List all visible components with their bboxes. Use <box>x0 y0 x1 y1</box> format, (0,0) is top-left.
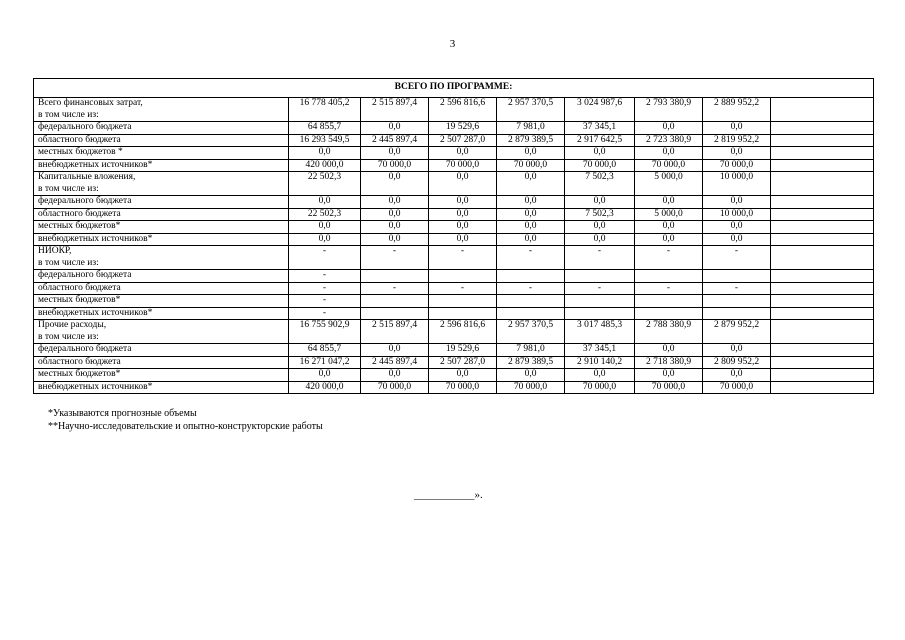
value-cell: 2 879 389,5 <box>497 356 565 369</box>
value-cell: 0,0 <box>635 233 703 246</box>
empty-cell <box>771 246 874 270</box>
row-label-text: областного бюджета <box>38 208 121 219</box>
value-cell: 70 000,0 <box>635 381 703 394</box>
value-cell: 0,0 <box>361 208 429 221</box>
table-row <box>34 221 874 234</box>
value-cell: 2 917 642,5 <box>565 134 635 147</box>
footnotes <box>48 407 323 433</box>
value-cell: 37 345,1 <box>565 122 635 135</box>
value-cell: 2 445 897,4 <box>361 356 429 369</box>
closing-line: ___________». <box>414 489 483 501</box>
value-cell: 70 000,0 <box>703 159 771 172</box>
value-cell: 3 017 485,3 <box>565 320 635 344</box>
value-cell: 0,0 <box>361 369 429 382</box>
value-cell: 0,0 <box>361 233 429 246</box>
empty-cell <box>771 295 874 308</box>
value-cell: - <box>361 246 429 270</box>
value-cell: 2 957 370,5 <box>497 320 565 344</box>
empty-cell <box>771 122 874 135</box>
row-label-text: НИОКР, <box>38 246 72 256</box>
value-cell: 0,0 <box>497 196 565 209</box>
value-cell: 16 778 405,2 <box>289 98 361 122</box>
value-cell: 0,0 <box>361 196 429 209</box>
value-cell: 2 507 287,0 <box>429 134 497 147</box>
row-label-text: Капитальные вложения, <box>38 172 136 182</box>
value-cell: - <box>635 282 703 295</box>
row-label-text: местных бюджетов * <box>38 147 123 157</box>
value-cell: 0,0 <box>429 196 497 209</box>
row-label <box>34 147 289 160</box>
table-row <box>34 98 874 122</box>
row-label-text: внебюджетных источников* <box>38 381 153 392</box>
value-cell: 70 000,0 <box>635 159 703 172</box>
table-row <box>34 381 874 394</box>
value-cell: 70 000,0 <box>361 381 429 394</box>
value-cell: 0,0 <box>361 221 429 234</box>
value-cell <box>703 295 771 308</box>
row-label <box>34 221 289 234</box>
value-cell: - <box>289 282 361 295</box>
row-label-text: федерального бюджета <box>38 122 132 132</box>
value-cell <box>429 270 497 283</box>
value-cell: 70 000,0 <box>361 159 429 172</box>
row-label <box>34 282 289 295</box>
value-cell <box>497 270 565 283</box>
footnote-forecast: *Указываются прогнозные объемы <box>48 408 197 419</box>
value-cell <box>361 270 429 283</box>
value-cell <box>565 295 635 308</box>
table-title-row <box>34 79 874 98</box>
empty-cell <box>771 98 874 122</box>
value-cell: 22 502,3 <box>289 208 361 221</box>
row-label-text: Всего финансовых затрат, <box>38 98 143 108</box>
value-cell: 70 000,0 <box>565 159 635 172</box>
value-cell: 2 507 287,0 <box>429 356 497 369</box>
value-cell <box>497 307 565 320</box>
table-row <box>34 147 874 160</box>
value-cell: 70 000,0 <box>429 159 497 172</box>
value-cell: 0,0 <box>565 147 635 160</box>
value-cell: 0,0 <box>429 233 497 246</box>
empty-cell <box>771 147 874 160</box>
value-cell: 0,0 <box>703 344 771 357</box>
row-label-text: местных бюджетов* <box>38 221 121 231</box>
value-cell: 2 723 380,9 <box>635 134 703 147</box>
value-cell: 0,0 <box>565 221 635 234</box>
row-label-text: областного бюджета <box>38 134 121 145</box>
table-row <box>34 320 874 344</box>
row-label-text: федерального бюджета <box>38 270 132 280</box>
value-cell: 0,0 <box>635 122 703 135</box>
value-cell: 64 855,7 <box>289 344 361 357</box>
value-cell: 0,0 <box>703 369 771 382</box>
value-cell: 0,0 <box>429 208 497 221</box>
value-cell: 2 910 140,2 <box>565 356 635 369</box>
value-cell: 0,0 <box>289 196 361 209</box>
table-row <box>34 159 874 172</box>
value-cell: 70 000,0 <box>497 381 565 394</box>
row-label-sub: в том числе из: <box>38 109 99 120</box>
table-row <box>34 307 874 320</box>
row-label-sub: в том числе из: <box>38 183 99 194</box>
value-cell: 2 515 897,4 <box>361 98 429 122</box>
empty-cell <box>771 221 874 234</box>
value-cell: 0,0 <box>565 196 635 209</box>
table-row <box>34 233 874 246</box>
row-label <box>34 246 289 270</box>
value-cell: 0,0 <box>565 233 635 246</box>
table-row <box>34 246 874 270</box>
value-cell: - <box>289 307 361 320</box>
row-label-text: внебюджетных источников* <box>38 233 153 244</box>
value-cell: 0,0 <box>289 147 361 160</box>
row-label-text: местных бюджетов* <box>38 295 121 305</box>
empty-cell <box>771 320 874 344</box>
value-cell: - <box>565 282 635 295</box>
table-row <box>34 344 874 357</box>
value-cell: 2 788 380,9 <box>635 320 703 344</box>
value-cell: 0,0 <box>497 147 565 160</box>
value-cell: - <box>497 282 565 295</box>
value-cell: 0,0 <box>361 122 429 135</box>
value-cell <box>635 307 703 320</box>
value-cell: - <box>289 246 361 270</box>
value-cell: 5 000,0 <box>635 208 703 221</box>
row-label <box>34 208 289 221</box>
value-cell: 2 879 389,5 <box>497 134 565 147</box>
row-label <box>34 295 289 308</box>
value-cell <box>565 270 635 283</box>
value-cell: 2 596 816,6 <box>429 320 497 344</box>
value-cell: 0,0 <box>565 369 635 382</box>
page-number: 3 <box>449 38 456 50</box>
value-cell <box>361 295 429 308</box>
value-cell: 0,0 <box>289 233 361 246</box>
value-cell: 16 293 549,5 <box>289 134 361 147</box>
value-cell: 10 000,0 <box>703 208 771 221</box>
row-label-sub: в том числе из: <box>38 257 99 268</box>
value-cell: 16 755 902,9 <box>289 320 361 344</box>
value-cell: 2 879 952,2 <box>703 320 771 344</box>
row-label-text: Прочие расходы, <box>38 320 107 330</box>
value-cell: 2 793 380,9 <box>635 98 703 122</box>
row-label <box>34 172 289 196</box>
empty-cell <box>771 134 874 147</box>
row-label-text: федерального бюджета <box>38 196 132 206</box>
row-label <box>34 134 289 147</box>
table-row <box>34 356 874 369</box>
table-row <box>34 369 874 382</box>
value-cell: 70 000,0 <box>703 381 771 394</box>
value-cell: 0,0 <box>429 221 497 234</box>
value-cell: 70 000,0 <box>565 381 635 394</box>
value-cell: - <box>429 282 497 295</box>
empty-cell <box>771 282 874 295</box>
table-row <box>34 295 874 308</box>
row-label <box>34 344 289 357</box>
row-label <box>34 381 289 394</box>
value-cell: 0,0 <box>635 344 703 357</box>
table-row <box>34 122 874 135</box>
value-cell <box>429 307 497 320</box>
value-cell: 0,0 <box>497 208 565 221</box>
value-cell: 0,0 <box>289 221 361 234</box>
row-label-sub: в том числе из: <box>38 331 99 342</box>
value-cell <box>703 307 771 320</box>
value-cell: 0,0 <box>635 221 703 234</box>
value-cell: 0,0 <box>361 344 429 357</box>
value-cell: 19 529,6 <box>429 344 497 357</box>
value-cell: 0,0 <box>497 369 565 382</box>
value-cell: 0,0 <box>497 221 565 234</box>
empty-cell <box>771 307 874 320</box>
value-cell: 0,0 <box>703 233 771 246</box>
table-row <box>34 172 874 196</box>
value-cell: 3 024 987,6 <box>565 98 635 122</box>
value-cell: 0,0 <box>703 147 771 160</box>
empty-cell <box>771 208 874 221</box>
value-cell: 0,0 <box>497 172 565 196</box>
program-finance-table <box>33 78 874 394</box>
value-cell <box>703 270 771 283</box>
row-label <box>34 233 289 246</box>
table-row <box>34 282 874 295</box>
row-label-text: областного бюджета <box>38 356 121 367</box>
value-cell <box>635 295 703 308</box>
value-cell: 22 502,3 <box>289 172 361 196</box>
value-cell: 0,0 <box>361 147 429 160</box>
value-cell: 70 000,0 <box>429 381 497 394</box>
row-label-text: внебюджетных источников* <box>38 159 153 170</box>
value-cell: - <box>565 246 635 270</box>
value-cell: 16 271 047,2 <box>289 356 361 369</box>
value-cell: 2 596 816,6 <box>429 98 497 122</box>
value-cell: 0,0 <box>429 147 497 160</box>
value-cell <box>497 295 565 308</box>
row-label-text: областного бюджета <box>38 282 121 293</box>
value-cell: 0,0 <box>703 122 771 135</box>
empty-cell <box>771 270 874 283</box>
row-label <box>34 369 289 382</box>
value-cell: - <box>289 270 361 283</box>
row-label <box>34 356 289 369</box>
value-cell: 0,0 <box>635 196 703 209</box>
table-row <box>34 208 874 221</box>
value-cell: 0,0 <box>703 221 771 234</box>
value-cell: 5 000,0 <box>635 172 703 196</box>
table-row <box>34 196 874 209</box>
value-cell: 70 000,0 <box>497 159 565 172</box>
value-cell: 7 981,0 <box>497 344 565 357</box>
value-cell: 2 957 370,5 <box>497 98 565 122</box>
value-cell: 2 718 380,9 <box>635 356 703 369</box>
empty-cell <box>771 196 874 209</box>
value-cell: 420 000,0 <box>289 381 361 394</box>
footnote-niokr: **Научно-исследовательские и опытно-конструкторские работы <box>48 421 323 432</box>
table-row <box>34 270 874 283</box>
row-label-text: внебюджетных источников* <box>38 307 153 318</box>
row-label <box>34 320 289 344</box>
empty-cell <box>771 369 874 382</box>
row-label <box>34 159 289 172</box>
empty-cell <box>771 233 874 246</box>
value-cell: 0,0 <box>635 369 703 382</box>
table-title: ВСЕГО ПО ПРОГРАММЕ: <box>34 79 874 98</box>
value-cell: 0,0 <box>497 233 565 246</box>
value-cell: 0,0 <box>361 172 429 196</box>
row-label-text: федерального бюджета <box>38 344 132 354</box>
value-cell: 10 000,0 <box>703 172 771 196</box>
value-cell: 2 819 952,2 <box>703 134 771 147</box>
table-row <box>34 134 874 147</box>
value-cell: 2 889 952,2 <box>703 98 771 122</box>
row-label <box>34 196 289 209</box>
value-cell: 37 345,1 <box>565 344 635 357</box>
value-cell <box>635 270 703 283</box>
row-label <box>34 122 289 135</box>
row-label-text: местных бюджетов* <box>38 369 121 379</box>
empty-cell <box>771 344 874 357</box>
value-cell: - <box>497 246 565 270</box>
value-cell: 0,0 <box>429 369 497 382</box>
value-cell: 7 502,3 <box>565 208 635 221</box>
value-cell <box>565 307 635 320</box>
value-cell: - <box>703 246 771 270</box>
value-cell: - <box>289 295 361 308</box>
value-cell: 0,0 <box>703 196 771 209</box>
value-cell: 0,0 <box>429 172 497 196</box>
value-cell: - <box>635 246 703 270</box>
empty-cell <box>771 381 874 394</box>
value-cell: 420 000,0 <box>289 159 361 172</box>
value-cell: - <box>429 246 497 270</box>
value-cell: 2 445 897,4 <box>361 134 429 147</box>
value-cell: 0,0 <box>635 147 703 160</box>
value-cell: 19 529,6 <box>429 122 497 135</box>
row-label <box>34 98 289 122</box>
empty-cell <box>771 172 874 196</box>
value-cell: 0,0 <box>289 369 361 382</box>
value-cell: 7 502,3 <box>565 172 635 196</box>
empty-cell <box>771 159 874 172</box>
value-cell: 7 981,0 <box>497 122 565 135</box>
value-cell <box>429 295 497 308</box>
value-cell <box>361 307 429 320</box>
row-label <box>34 270 289 283</box>
empty-cell <box>771 356 874 369</box>
value-cell: 2 515 897,4 <box>361 320 429 344</box>
value-cell: - <box>361 282 429 295</box>
row-label <box>34 307 289 320</box>
value-cell: 2 809 952,2 <box>703 356 771 369</box>
value-cell: 64 855,7 <box>289 122 361 135</box>
value-cell: - <box>703 282 771 295</box>
